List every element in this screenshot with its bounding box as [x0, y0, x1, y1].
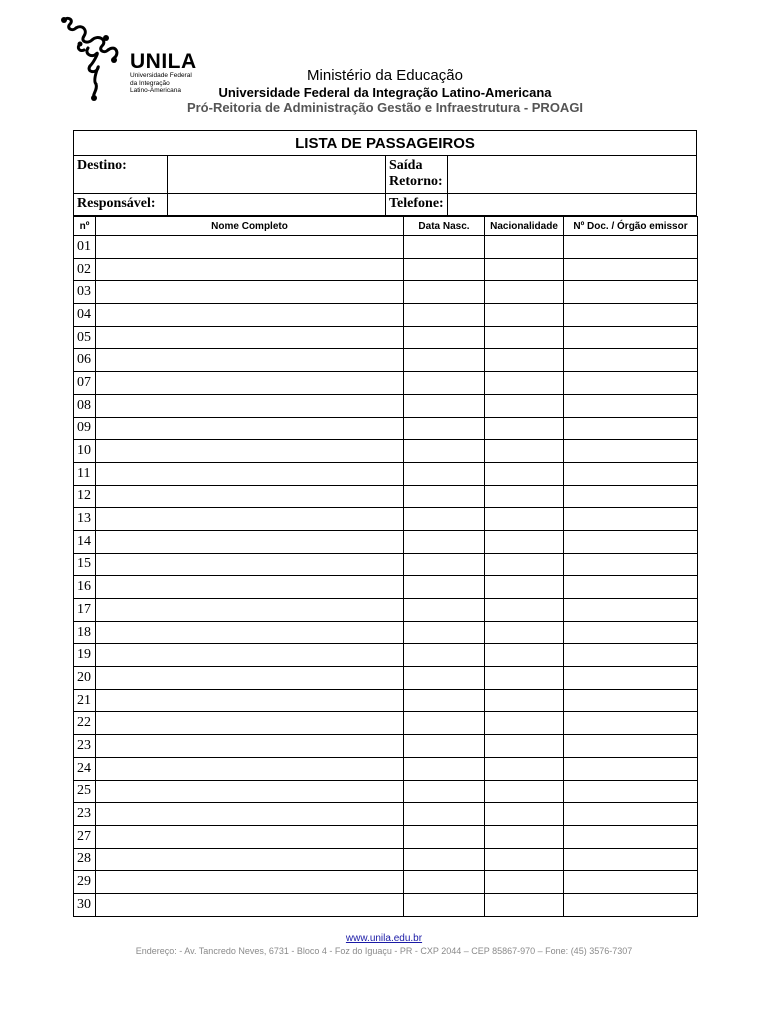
- birthdate-cell[interactable]: [404, 576, 485, 599]
- birthdate-cell[interactable]: [404, 258, 485, 281]
- document-cell[interactable]: [564, 689, 698, 712]
- department-title: Pró-Reitoria de Administração Gestão e Infraestrutura - PROAGI: [186, 100, 584, 115]
- document-cell[interactable]: [564, 417, 698, 440]
- birthdate-cell[interactable]: [404, 440, 485, 463]
- birthdate-cell[interactable]: [404, 508, 485, 531]
- table-row: [74, 780, 698, 803]
- row-number: 08: [74, 394, 96, 417]
- row-number: 14: [74, 530, 96, 553]
- table-row: [74, 825, 698, 848]
- birthdate-cell[interactable]: [404, 871, 485, 894]
- destino-label: Destino:: [74, 156, 168, 194]
- unila-emblem-icon: [58, 14, 132, 102]
- table-row: [74, 689, 698, 712]
- name-cell[interactable]: [96, 462, 404, 485]
- row-number: 19: [74, 644, 96, 667]
- telefone-field[interactable]: [447, 194, 696, 216]
- table-row: [74, 530, 698, 553]
- nationality-cell[interactable]: [485, 621, 564, 644]
- nationality-cell[interactable]: [485, 258, 564, 281]
- document-cell[interactable]: [564, 281, 698, 304]
- table-row: [74, 735, 698, 758]
- document-footer: [0, 933, 768, 957]
- row-number: 02: [74, 258, 96, 281]
- table-row: [74, 757, 698, 780]
- birthdate-cell[interactable]: [404, 394, 485, 417]
- document-cell[interactable]: [564, 326, 698, 349]
- name-cell[interactable]: [96, 803, 404, 826]
- column-header-nationality: Nacionalidade: [485, 217, 564, 236]
- birthdate-cell[interactable]: [404, 236, 485, 259]
- name-cell[interactable]: [96, 735, 404, 758]
- document-cell[interactable]: [564, 530, 698, 553]
- table-row: [74, 440, 698, 463]
- row-number: 24: [74, 757, 96, 780]
- nationality-cell[interactable]: [485, 553, 564, 576]
- row-number: 28: [74, 848, 96, 871]
- name-cell[interactable]: [96, 530, 404, 553]
- name-cell[interactable]: [96, 848, 404, 871]
- birthdate-cell[interactable]: [404, 825, 485, 848]
- document-cell[interactable]: [564, 621, 698, 644]
- birthdate-cell[interactable]: [404, 417, 485, 440]
- row-number: 25: [74, 780, 96, 803]
- nationality-cell[interactable]: [485, 780, 564, 803]
- nationality-cell[interactable]: [485, 372, 564, 395]
- name-cell[interactable]: [96, 644, 404, 667]
- name-cell[interactable]: [96, 712, 404, 735]
- website-link[interactable]: www.unila.edu.br: [345, 933, 423, 944]
- address-text: Endereço: - Av. Tancredo Neves, 6731 - Bloco 4 - Foz do Iguaçu - PR - CXP 2044 – CEP 85867-970 – Fone: (45) 3576-7307: [135, 946, 633, 956]
- document-cell[interactable]: [564, 712, 698, 735]
- nationality-cell[interactable]: [485, 326, 564, 349]
- document-cell[interactable]: [564, 576, 698, 599]
- logo-name: UNILA: [130, 50, 197, 73]
- nationality-cell[interactable]: [485, 599, 564, 622]
- name-cell[interactable]: [96, 576, 404, 599]
- document-cell[interactable]: [564, 462, 698, 485]
- nationality-cell[interactable]: [485, 848, 564, 871]
- birthdate-cell[interactable]: [404, 848, 485, 871]
- nationality-cell[interactable]: [485, 417, 564, 440]
- saida-label: Saída: [389, 158, 423, 173]
- document-cell[interactable]: [564, 871, 698, 894]
- table-row: [74, 871, 698, 894]
- table-row: [74, 576, 698, 599]
- column-header-document: Nº Doc. / Órgão emissor: [564, 217, 698, 236]
- row-number: 23: [74, 803, 96, 826]
- row-number: 16: [74, 576, 96, 599]
- document-cell[interactable]: [564, 735, 698, 758]
- name-cell[interactable]: [96, 553, 404, 576]
- name-cell[interactable]: [96, 485, 404, 508]
- table-row: [74, 599, 698, 622]
- name-cell[interactable]: [96, 667, 404, 690]
- telefone-label: Telefone:: [386, 194, 448, 216]
- birthdate-cell[interactable]: [404, 893, 485, 916]
- saida-retorno-field[interactable]: [447, 156, 696, 194]
- row-number: 07: [74, 372, 96, 395]
- row-number: 05: [74, 326, 96, 349]
- name-cell[interactable]: [96, 621, 404, 644]
- table-row: [74, 304, 698, 327]
- nationality-cell[interactable]: [485, 281, 564, 304]
- name-cell[interactable]: [96, 372, 404, 395]
- document-cell[interactable]: [564, 757, 698, 780]
- name-cell[interactable]: [96, 417, 404, 440]
- row-number: 03: [74, 281, 96, 304]
- logo-subtitle-line: Latino-Americana: [130, 87, 181, 94]
- table-row: [74, 712, 698, 735]
- table-row: [74, 508, 698, 531]
- nationality-cell[interactable]: [485, 712, 564, 735]
- birthdate-cell[interactable]: [404, 689, 485, 712]
- document-cell[interactable]: [564, 553, 698, 576]
- table-row: [74, 417, 698, 440]
- document-cell[interactable]: [564, 349, 698, 372]
- nationality-cell[interactable]: [485, 462, 564, 485]
- document-header: [180, 66, 590, 115]
- nationality-cell[interactable]: [485, 689, 564, 712]
- table-row: [74, 258, 698, 281]
- column-header-name: Nome Completo: [96, 217, 404, 236]
- nationality-cell[interactable]: [485, 576, 564, 599]
- table-row: [74, 281, 698, 304]
- document-cell[interactable]: [564, 803, 698, 826]
- birthdate-cell[interactable]: [404, 735, 485, 758]
- passenger-table: [73, 216, 698, 917]
- birthdate-cell[interactable]: [404, 281, 485, 304]
- table-row: [74, 326, 698, 349]
- birthdate-cell[interactable]: [404, 757, 485, 780]
- birthdate-cell[interactable]: [404, 304, 485, 327]
- nationality-cell[interactable]: [485, 803, 564, 826]
- nationality-cell[interactable]: [485, 440, 564, 463]
- name-cell[interactable]: [96, 780, 404, 803]
- birthdate-cell[interactable]: [404, 530, 485, 553]
- document-cell[interactable]: [564, 848, 698, 871]
- nationality-cell[interactable]: [485, 485, 564, 508]
- name-cell[interactable]: [96, 440, 404, 463]
- row-number: 04: [74, 304, 96, 327]
- row-number: 10: [74, 440, 96, 463]
- document-cell[interactable]: [564, 258, 698, 281]
- birthdate-cell[interactable]: [404, 712, 485, 735]
- responsavel-field[interactable]: [168, 194, 386, 216]
- birthdate-cell[interactable]: [404, 553, 485, 576]
- table-row: [74, 372, 698, 395]
- name-cell[interactable]: [96, 394, 404, 417]
- name-cell[interactable]: [96, 236, 404, 259]
- row-number: 20: [74, 667, 96, 690]
- logo-subtitle-line: da Integração: [130, 79, 170, 87]
- retorno-label: Retorno:: [389, 174, 443, 189]
- birthdate-cell[interactable]: [404, 644, 485, 667]
- document-cell[interactable]: [564, 394, 698, 417]
- row-number: 30: [74, 893, 96, 916]
- nationality-cell[interactable]: [485, 667, 564, 690]
- table-row: [74, 553, 698, 576]
- responsavel-label: Responsável:: [74, 194, 168, 216]
- document-cell[interactable]: [564, 825, 698, 848]
- table-row: [74, 667, 698, 690]
- nationality-cell[interactable]: [485, 871, 564, 894]
- document-cell[interactable]: [564, 372, 698, 395]
- row-number: 22: [74, 712, 96, 735]
- name-cell[interactable]: [96, 599, 404, 622]
- name-cell[interactable]: [96, 349, 404, 372]
- birthdate-cell[interactable]: [404, 372, 485, 395]
- unila-logo: [58, 14, 198, 104]
- nationality-cell[interactable]: [485, 757, 564, 780]
- birthdate-cell[interactable]: [404, 621, 485, 644]
- name-cell[interactable]: [96, 871, 404, 894]
- nationality-cell[interactable]: [485, 893, 564, 916]
- table-row: [74, 485, 698, 508]
- row-number: 06: [74, 349, 96, 372]
- table-row: [74, 803, 698, 826]
- name-cell[interactable]: [96, 258, 404, 281]
- logo-subtitle-line: Universidade Federal: [130, 72, 192, 79]
- document-cell[interactable]: [564, 485, 698, 508]
- birthdate-cell[interactable]: [404, 803, 485, 826]
- document-cell[interactable]: [564, 440, 698, 463]
- row-number: 17: [74, 599, 96, 622]
- nationality-cell[interactable]: [485, 530, 564, 553]
- document-cell[interactable]: [564, 893, 698, 916]
- trip-info-form: [73, 130, 697, 216]
- name-cell[interactable]: [96, 757, 404, 780]
- document-cell[interactable]: [564, 667, 698, 690]
- name-cell[interactable]: [96, 326, 404, 349]
- row-number: 13: [74, 508, 96, 531]
- nationality-cell[interactable]: [485, 236, 564, 259]
- document-cell[interactable]: [564, 780, 698, 803]
- column-header-number: nº: [74, 217, 96, 236]
- nationality-cell[interactable]: [485, 644, 564, 667]
- nationality-cell[interactable]: [485, 735, 564, 758]
- document-cell[interactable]: [564, 304, 698, 327]
- form-title: LISTA DE PASSAGEIROS: [74, 131, 697, 156]
- nationality-cell[interactable]: [485, 394, 564, 417]
- name-cell[interactable]: [96, 689, 404, 712]
- name-cell[interactable]: [96, 281, 404, 304]
- birthdate-cell[interactable]: [404, 667, 485, 690]
- birthdate-cell[interactable]: [404, 599, 485, 622]
- table-row: [74, 394, 698, 417]
- birthdate-cell[interactable]: [404, 780, 485, 803]
- row-number: 21: [74, 689, 96, 712]
- table-header-row: [74, 217, 698, 236]
- name-cell[interactable]: [96, 304, 404, 327]
- table-row: [74, 621, 698, 644]
- birthdate-cell[interactable]: [404, 485, 485, 508]
- birthdate-cell[interactable]: [404, 326, 485, 349]
- destino-field[interactable]: [168, 156, 386, 194]
- ministry-title: Ministério da Educação: [307, 67, 463, 84]
- document-cell[interactable]: [564, 644, 698, 667]
- table-row: [74, 644, 698, 667]
- row-number: 11: [74, 462, 96, 485]
- document-cell[interactable]: [564, 599, 698, 622]
- table-row: [74, 349, 698, 372]
- row-number: 09: [74, 417, 96, 440]
- nationality-cell[interactable]: [485, 304, 564, 327]
- row-number: 01: [74, 236, 96, 259]
- birthdate-cell[interactable]: [404, 462, 485, 485]
- document-cell[interactable]: [564, 508, 698, 531]
- document-cell[interactable]: [564, 236, 698, 259]
- table-row: [74, 236, 698, 259]
- row-number: 15: [74, 553, 96, 576]
- row-number: 27: [74, 825, 96, 848]
- table-row: [74, 848, 698, 871]
- nationality-cell[interactable]: [485, 508, 564, 531]
- university-title: Universidade Federal da Integração Latino-Americana: [218, 85, 552, 100]
- row-number: 12: [74, 485, 96, 508]
- table-row: [74, 893, 698, 916]
- name-cell[interactable]: [96, 508, 404, 531]
- row-number: 23: [74, 735, 96, 758]
- name-cell[interactable]: [96, 825, 404, 848]
- nationality-cell[interactable]: [485, 825, 564, 848]
- row-number: 29: [74, 871, 96, 894]
- nationality-cell[interactable]: [485, 349, 564, 372]
- column-header-birthdate: Data Nasc.: [404, 217, 485, 236]
- name-cell[interactable]: [96, 893, 404, 916]
- birthdate-cell[interactable]: [404, 349, 485, 372]
- table-row: [74, 462, 698, 485]
- row-number: 18: [74, 621, 96, 644]
- saida-retorno-label: [386, 156, 448, 194]
